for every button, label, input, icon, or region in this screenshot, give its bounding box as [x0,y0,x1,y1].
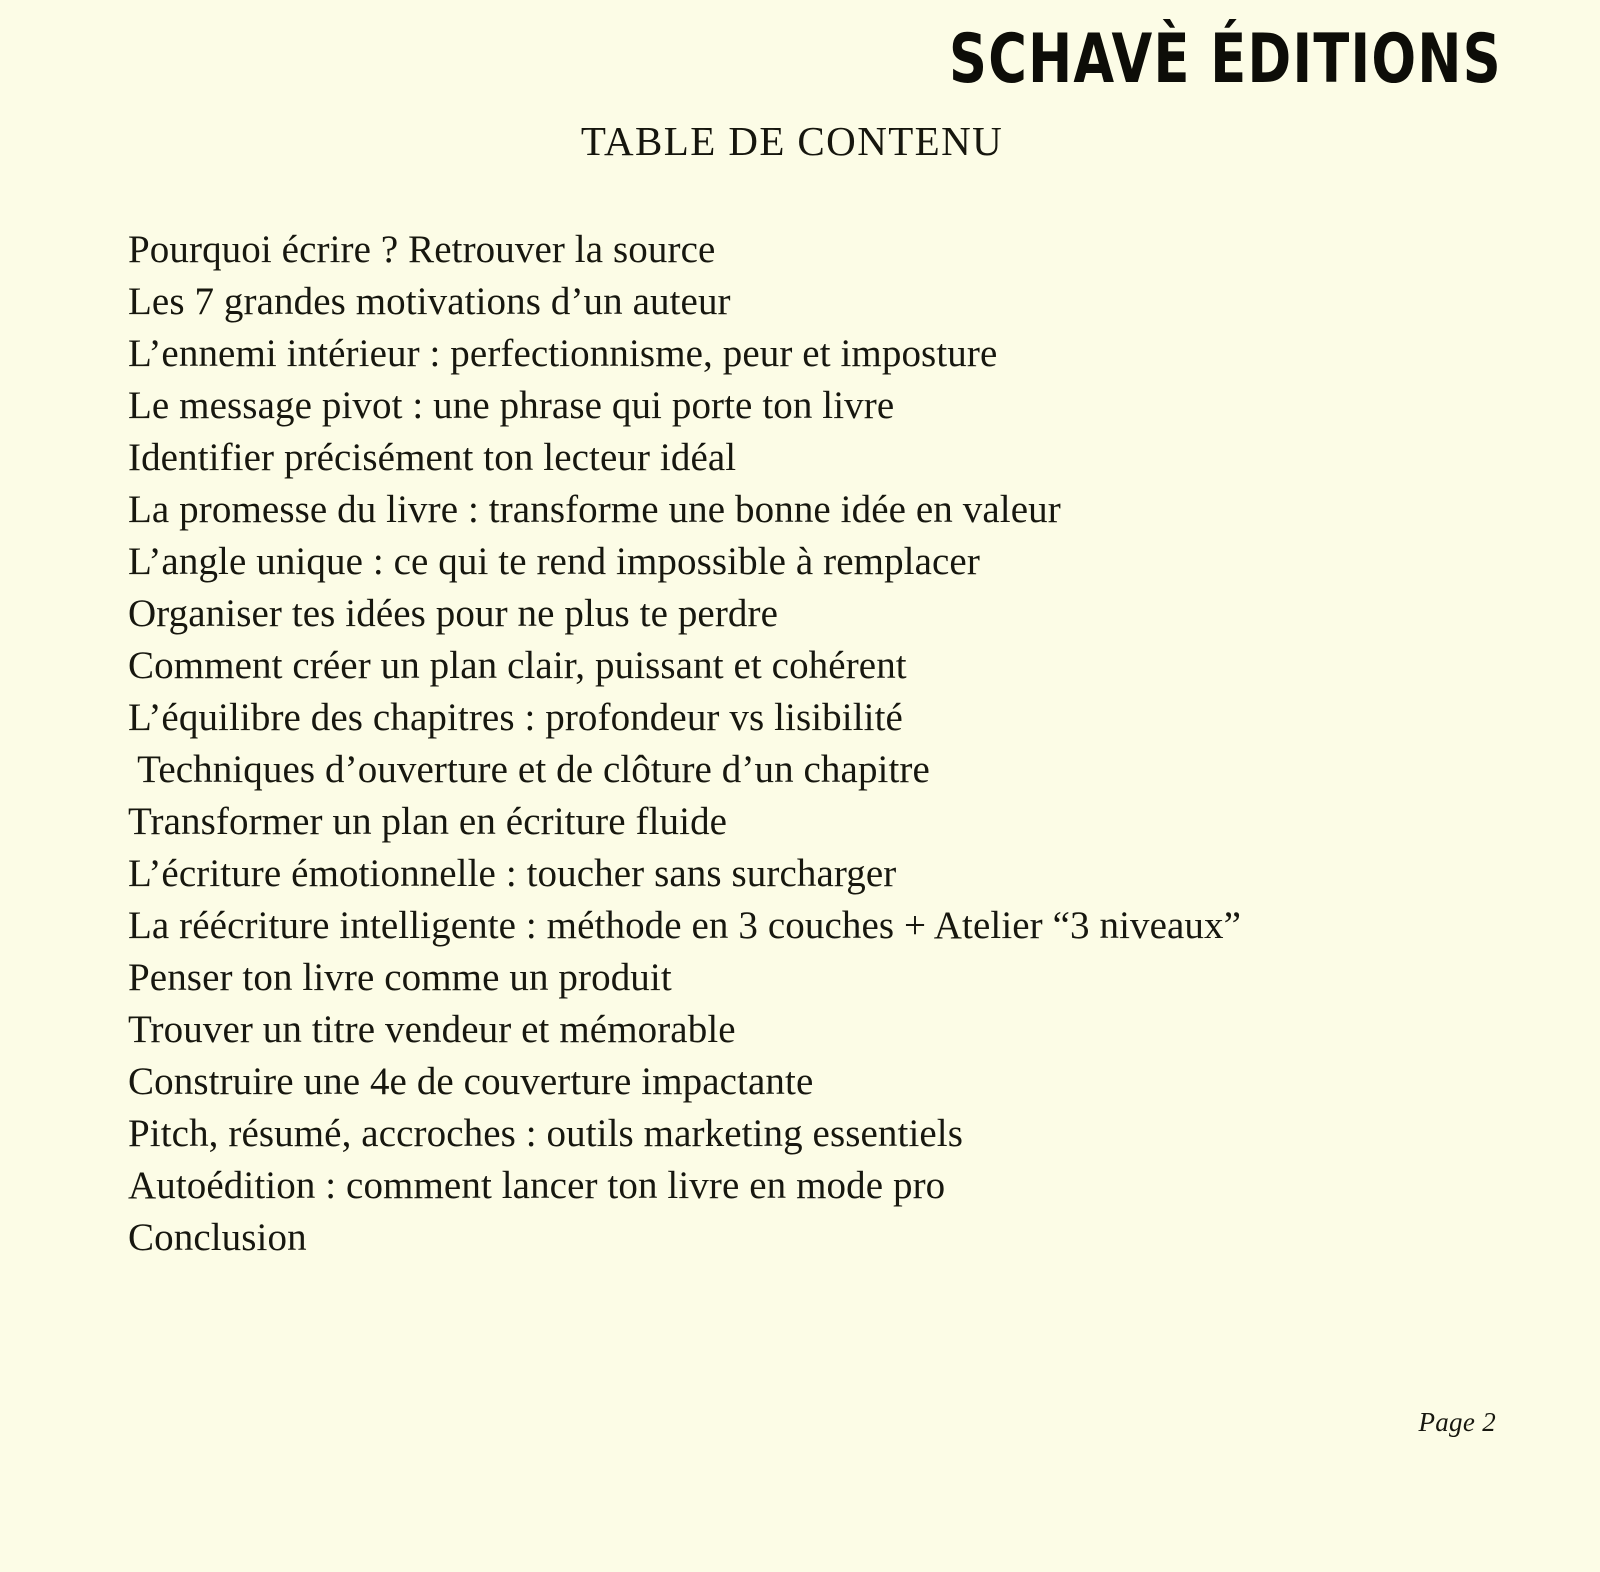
toc-entry: Pitch, résumé, accroches : outils marketing essentiels [128,1112,964,1155]
toc-entry: Techniques d’ouverture et de clôture d’un chapitre [128,748,930,791]
toc-entry: Les 7 grandes motivations d’un auteur [128,280,731,323]
toc-entry: L’équilibre des chapitres : profondeur vs lisibilité [128,696,903,739]
table-of-contents-list [128,224,1468,1264]
toc-entry: Pourquoi écrire ? Retrouver la source [128,228,716,271]
publisher-logo-wordmark: SCHAVÈ ÉDITIONS [949,20,1502,99]
toc-entry: La promesse du livre : transforme une bonne idée en valeur [128,488,1061,531]
brand-header [0,0,1600,120]
toc-entry: Organiser tes idées pour ne plus te perdre [128,592,779,635]
page-number-footer: Page 2 [1418,1407,1496,1437]
toc-entry: Trouver un titre vendeur et mémorable [128,1008,736,1051]
toc-entry: Penser ton livre comme un produit [128,956,672,999]
toc-entry: L’écriture émotionnelle : toucher sans surcharger [128,852,897,895]
toc-entry: Autoédition : comment lancer ton livre en mode pro [128,1164,946,1207]
toc-entry: Transformer un plan en écriture fluide [128,800,728,843]
toc-entry: Conclusion [128,1216,307,1259]
toc-entry: L’ennemi intérieur : perfectionnisme, peur et imposture [128,332,998,375]
toc-entry: L’angle unique : ce qui te rend impossible à remplacer [128,540,980,583]
toc-entry: Construire une 4e de couverture impactante [128,1060,814,1103]
toc-entry: Identifier précisément ton lecteur idéal [128,436,737,479]
toc-entry: Comment créer un plan clair, puissant et cohérent [128,644,907,687]
toc-entry: Le message pivot : une phrase qui porte ton livre [128,384,895,427]
page-title: TABLE DE CONTENU [580,118,1004,164]
toc-entry: La réécriture intelligente : méthode en 3 couches + Atelier “3 niveaux” [128,904,1242,947]
